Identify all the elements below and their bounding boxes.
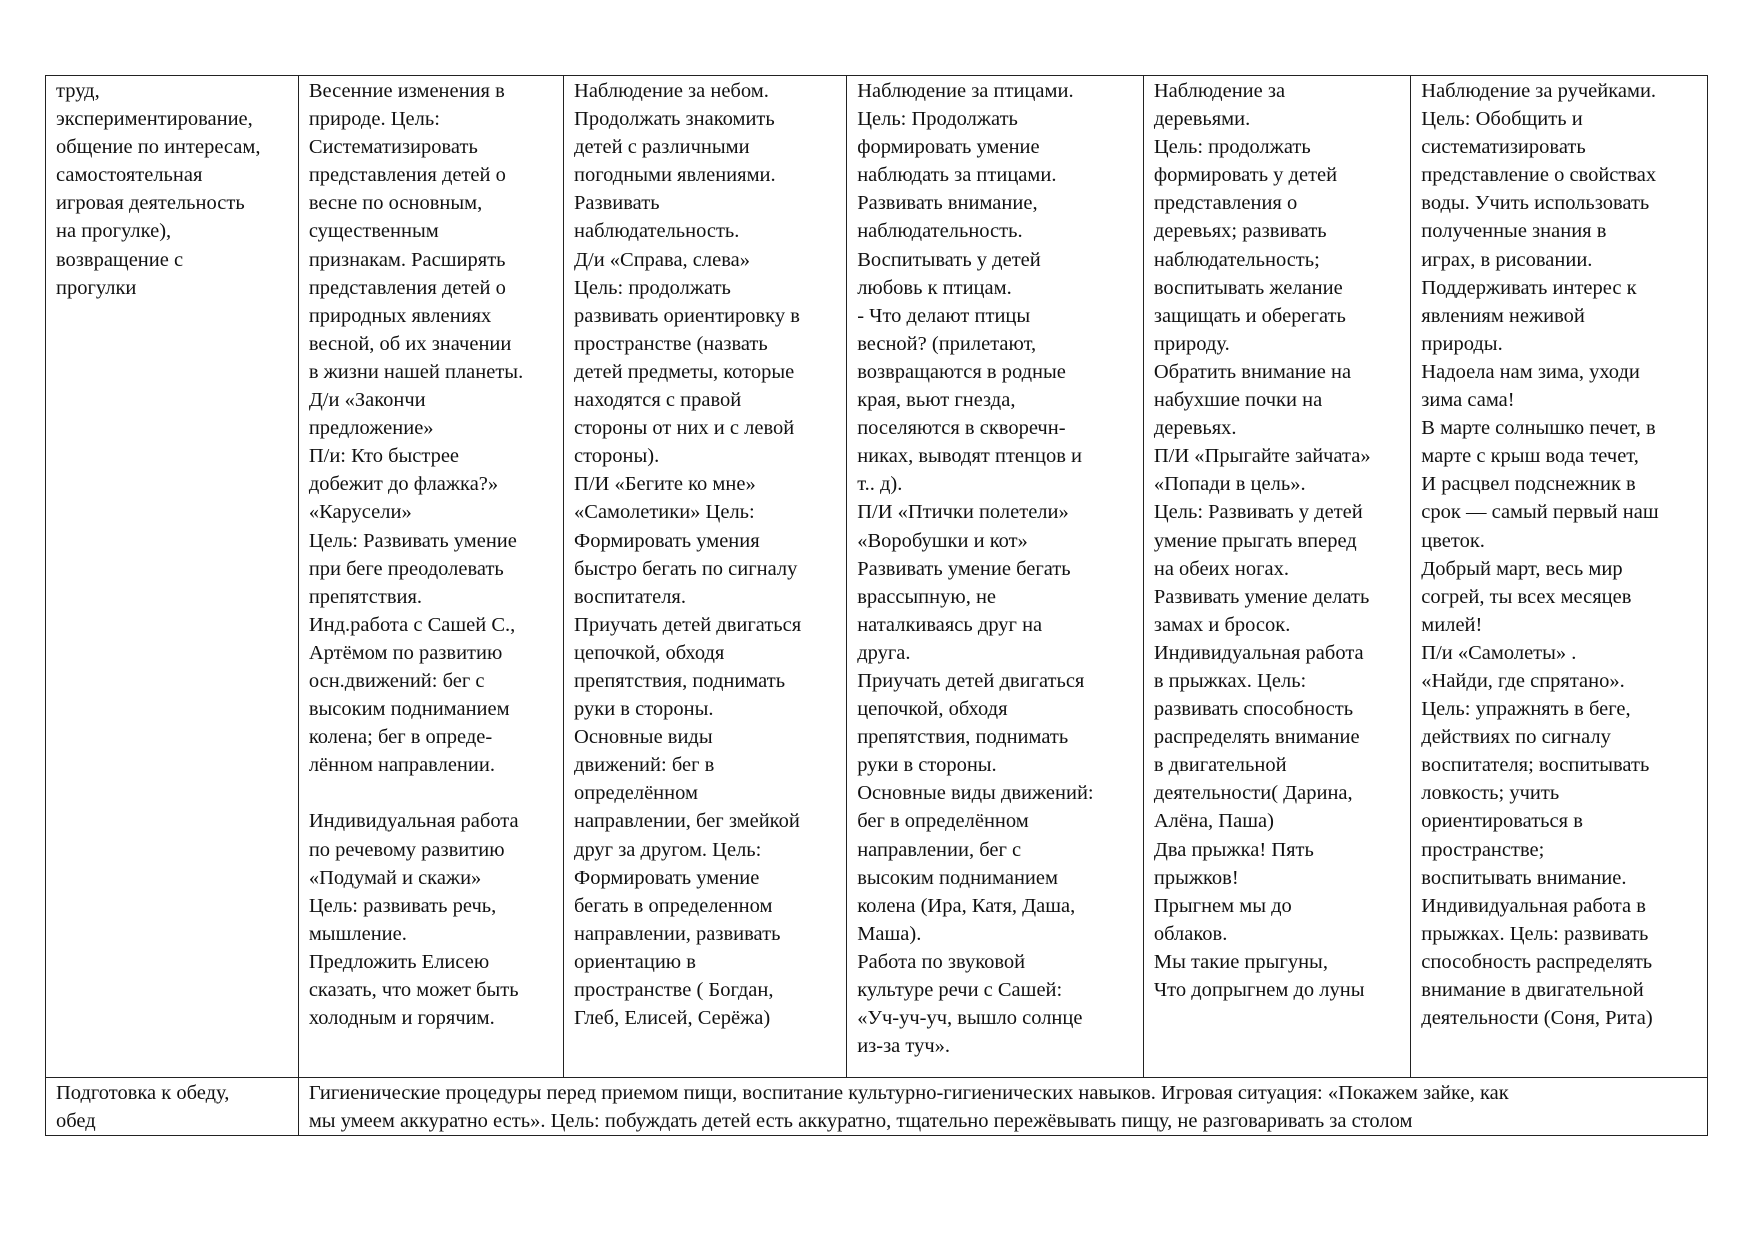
- cell-streams-observation: Наблюдение за ручейками. Цель: Обобщить и систематизировать представление о свойствах воды. Учить использовать полученные знания в играх, в рисовании. Поддерживать интерес к явлениям неживой природы. Надоела нам зима, уходи зима сама! В марте солнышко печет, в марте с крыш вода течет, И расцвел подснежник в срок — самый первый наш цветок. Добрый март, весь мир согрей, ты всех месяцев милей! П/и «Самолеты» . «Найди, где спрятано». Цель: упражнять в беге, действиях по сигналу воспитателя; воспитывать ловкость; учить ориентироваться в пространстве; воспитывать внимание. Индивидуальная работа в прыжках. Цель: развивать способность распределять внимание в двигательной деятельности (Соня, Рита): [1411, 76, 1708, 1078]
- daily-plan-document: [45, 75, 1708, 1136]
- cell-trees-observation: Наблюдение за деревьями. Цель: продолжать формировать у детей представления о деревьях; развивать наблюдательность; воспитывать желание защищать и оберегать природу. Обратить внимание на набухшие почки на деревьях. П/И «Прыгайте зайчата» «Попади в цель». Цель: Развивать у детей умение прыгать вперед на обеих ногах. Развивать умение делать замах и бросок. Индивидуальная работа в прыжках. Цель: развивать способность распределять внимание в двигательной деятельности( Дарина, Алёна, Паша) Два прыжка! Пять прыжков! Прыгнем мы до облаков. Мы такие прыгуны, Что допрыгнем до луны: [1143, 76, 1410, 1078]
- cell-lunch-content: Гигиенические процедуры перед приемом пищи, воспитание культурно-гигиенических навыков. Игровая ситуация: «Покажем зайке, как мы умеем аккуратно есть». Цель: побуждать детей есть аккуратно, тщательно пережёвывать пищу, не разговаривать за столом: [298, 1078, 1707, 1136]
- daily-plan-table: [45, 75, 1708, 1136]
- cell-lunch-label: Подготовка к обеду, обед: [46, 1078, 299, 1136]
- cell-spring-changes: Весенние изменения в природе. Цель: Систематизировать представления детей о весне по основным, существенным признакам. Расширять представления детей о природных явлениях весной, об их значении в жизни нашей планеты. Д/и «Закончи предложение» П/и: Кто быстрее добежит до флажка?» «Карусели» Цель: Развивать умение при беге преодолевать препятствия. Инд.работа с Сашей С., Артёмом по развитию осн.движений: бег с высоким подниманием колена; бег в опреде- лённом направлении. Индивидуальная работа по речевому развитию «Подумай и скажи» Цель: развивать речь, мышление. Предложить Елисею сказать, что может быть холодным и горячим.: [298, 76, 563, 1078]
- cell-activity-label: труд, экспериментирование, общение по интересам, самостоятельная игровая деятельность на прогулке), возвращение с прогулки: [46, 76, 299, 1078]
- cell-birds-observation: Наблюдение за птицами. Цель: Продолжать формировать умение наблюдать за птицами. Развивать внимание, наблюдательность. Воспитывать у детей любовь к птицам. - Что делают птицы весной? (прилетают, возвращаются в родные края, вьют гнезда, поселяются в скворечн- никах, выводят птенцов и т.. д). П/И «Птички полетели» «Воробушки и кот» Развивать умение бегать врассыпную, не наталкиваясь друг на друга. Приучать детей двигаться цепочкой, обходя препятствия, поднимать руки в стороны. Основные виды движений: бег в определённом направлении, бег с высоким подниманием колена (Ира, Катя, Даша, Маша). Работа по звуковой культуре речи с Сашей: «Уч-уч-уч, вышло солнце из-за туч».: [847, 76, 1144, 1078]
- cell-sky-observation: Наблюдение за небом. Продолжать знакомить детей с различными погодными явлениями. Развивать наблюдательность. Д/и «Справа, слева» Цель: продолжать развивать ориентировку в пространстве (назвать детей предметы, которые находятся с правой стороны от них и с левой стороны). П/И «Бегите ко мне» «Самолетики» Цель: Формировать умения быстро бегать по сигналу воспитателя. Приучать детей двигаться цепочкой, обходя препятствия, поднимать руки в стороны. Основные виды движений: бег в определённом направлении, бег змейкой друг за другом. Цель: Формировать умение бегать в определенном направлении, развивать ориентацию в пространстве ( Богдан, Глеб, Елисей, Серёжа): [564, 76, 847, 1078]
- table-row-lunch: [46, 1078, 1708, 1136]
- table-row-walk: [46, 76, 1708, 1078]
